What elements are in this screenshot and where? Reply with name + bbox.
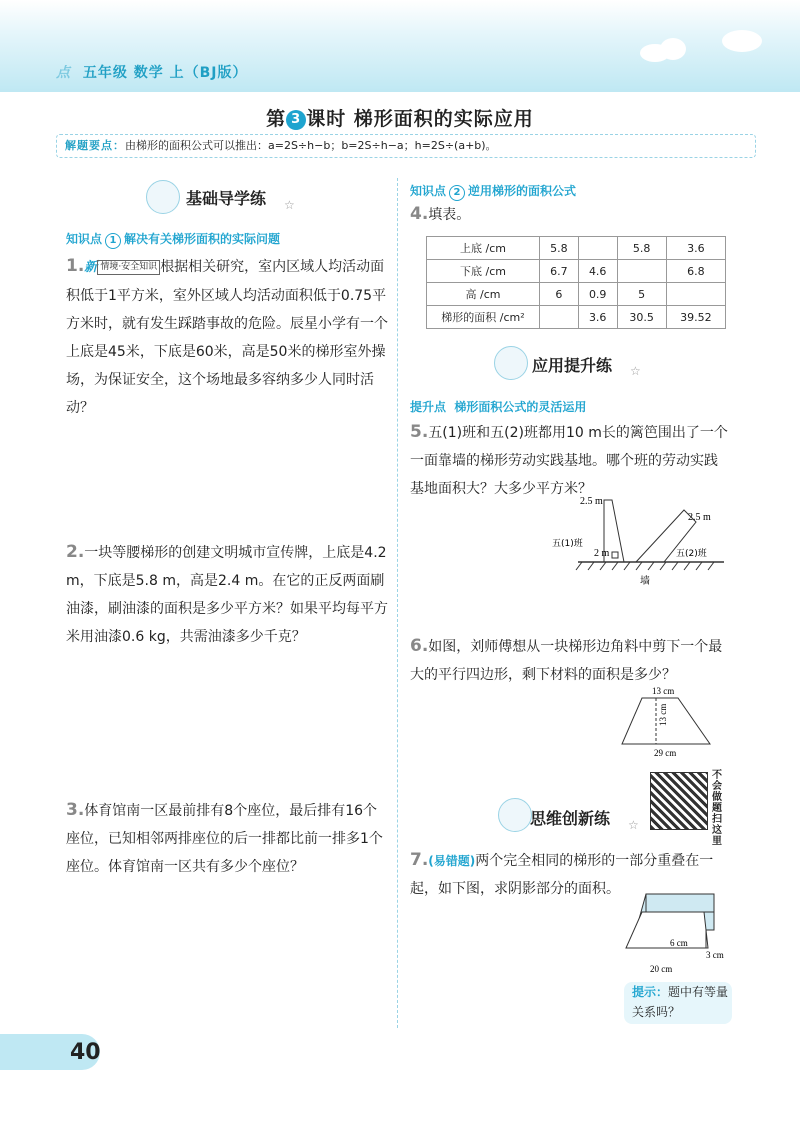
cloud-decoration [660,38,686,60]
question-1: 1.新 情境·安全知识 根据相关研究，室内区域人均活动面积低于1平方米，室外区域人均活动面积低于0.75平方米时，就有发生踩踏事故的危险。辰星小学有一个上底是45米，下底是60米，高是50米的梯形室外操场，为保证安全，这个场地最多容纳多少人同时活动？ [66,256,388,416]
table-cell: 6.7 [540,260,579,283]
table-cell [666,283,725,306]
fill-table [426,236,726,329]
hint-text: 题中有等量关系吗？ [632,985,729,1019]
table-cell [540,306,579,329]
logo: 点 [56,65,71,81]
star-icon: ☆ [630,364,641,378]
lesson-number: 3 [286,110,306,130]
table-cell: 39.52 [666,306,725,329]
table-row-header: 梯形的面积 /cm² [427,306,540,329]
fig5-label-1: 2.5 m [580,496,603,507]
table-cell: 4.6 [578,260,617,283]
question-7: 7.(易错题)两个完全相同的梯形的一部分重叠在一起，如下图，求阴影部分的面积。 [410,850,714,897]
mascot-icon [494,346,528,380]
question-5: 5.五(1)班和五(2)班都用10 m长的篱笆围出了一个一面靠墙的梯形劳动实践基地。哪个班的劳动实践基地面积大？大多少平方米？ [410,422,728,497]
fig5-label-3: 2 m [594,548,610,559]
table-cell [617,260,666,283]
book-header [56,62,248,82]
table-cell: 3.6 [578,306,617,329]
figure-5 [548,490,728,590]
tips-label: 解题要点： [65,139,125,152]
star-icon: ☆ [284,198,295,212]
table-cell: 0.9 [578,283,617,306]
knowledge-point-2: 知识点 2 逆用梯形的面积公式 [410,182,576,201]
grade-label: 五年级 数学 上（BJ版） [82,65,248,81]
section-title-apply: 应用提升练 [532,356,613,375]
fig5-class-1: 五(1)班 [552,539,583,549]
page-title: 第 3 课时 梯形面积的实际应用 [266,108,534,130]
cloud-decoration [722,30,762,52]
fig6-bottom: 29 cm [654,748,677,758]
star-icon: ☆ [628,818,639,832]
question-6: 6.如图，刘师傅想从一块梯形边角料中剪下一个最大的平行四边形，剩下材料的面积是多少？ [410,636,723,683]
table-cell: 30.5 [617,306,666,329]
figure-6 [612,684,722,760]
fig5-label-2: 2.5 m [688,512,711,523]
tips-box [56,134,756,158]
knowledge-point-1: 知识点 1 解决有关梯形面积的实际问题 [66,230,280,249]
question-tag: 情境·安全知识 [97,260,160,275]
question-4: 4.填表。 [410,204,471,224]
question-3: 3.体育馆南一区最前排有8个座位，最后排有16个座位，已知相邻两排座位的后一排都比前一排多1个座位。体育馆南一区共有多少个座位？ [66,800,383,875]
section-title-basic: 基础导学练 [186,189,267,208]
hint-label: 提示： [632,985,669,999]
fig6-top: 13 cm [652,686,675,696]
mascot-icon [498,798,532,832]
mascot-icon [146,180,180,214]
table-cell [578,237,617,260]
fig5-class-2: 五(2)班 [676,549,707,559]
fig7-a: 6 cm [670,938,688,948]
table-row [427,306,726,329]
tips-text: 由梯形的面积公式可以推出：a=2S÷h−b；b=2S÷h−a；h=2S÷(a+b)。 [125,139,497,152]
fig7-b: 3 cm [706,950,724,960]
qr-code[interactable] [650,772,708,830]
table-cell: 3.6 [666,237,725,260]
table-row [427,283,726,306]
table-cell: 5.8 [540,237,579,260]
table-cell: 6.8 [666,260,725,283]
table-cell: 5.8 [617,237,666,260]
figure-7 [618,890,730,978]
improve-point: 提升点 梯形面积公式的灵活运用 [410,400,587,414]
table-row [427,260,726,283]
fig5-wall: 墙 [640,576,650,587]
fig6-height: 13 cm [658,703,668,726]
table-row-header: 高 /cm [427,283,540,306]
page-number-tab [0,1034,100,1070]
table-row-header: 上底 /cm [427,237,540,260]
column-divider [397,178,398,1028]
qr-text: 不会做题扫这里 [712,770,722,847]
question-2: 2.一块等腰梯形的创建文明城市宣传牌，上底是4.2 m，下底是5.8 m，高是2.4 m。在它的正反两面刷油漆，刷油漆的面积是多少平方米？如果平均每平方米用油漆0.6 kg，共需油漆多少千克？ [66,542,388,645]
table-cell: 6 [540,283,579,306]
fig7-c: 20 cm [650,964,673,974]
table-row [427,237,726,260]
table-row-header: 下底 /cm [427,260,540,283]
hint-box [624,982,732,1024]
page-number: 40 [70,1040,101,1065]
table-cell: 5 [617,283,666,306]
section-title-innovate: 思维创新练 [530,809,611,828]
